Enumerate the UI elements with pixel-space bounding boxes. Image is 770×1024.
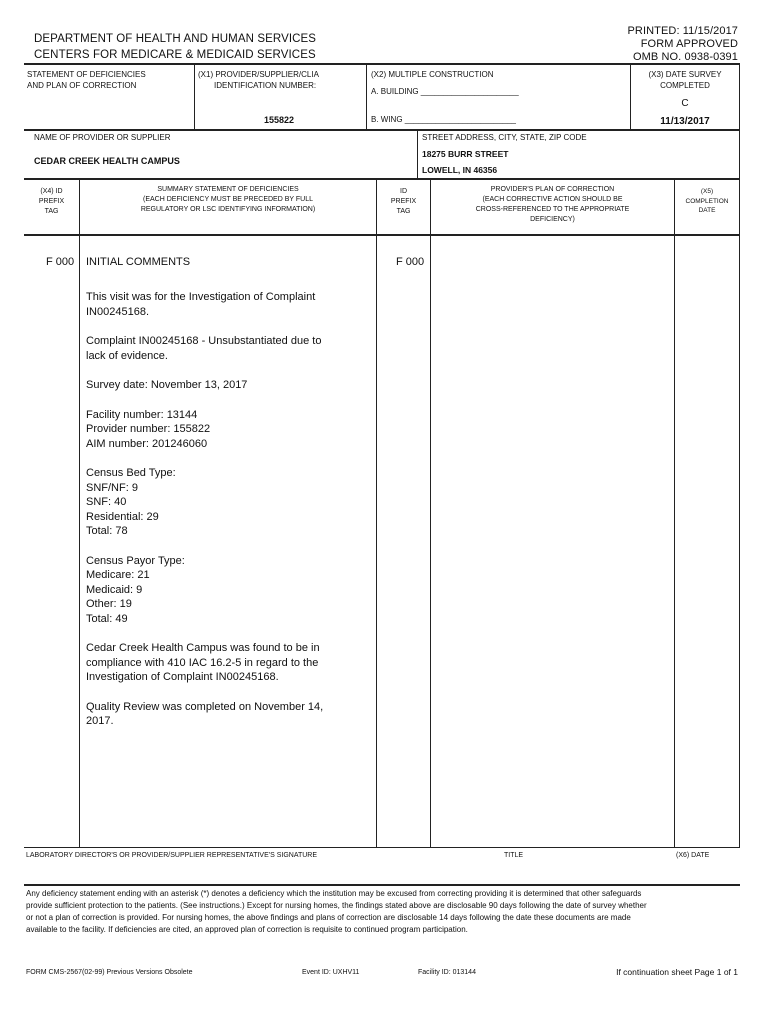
city-state-zip: LOWELL, IN 46356 [422,165,498,175]
paragraph: Census Bed Type: SNF/NF: 9 SNF: 40 Residential: 29 Total: 78 [86,467,176,537]
paragraph: Cedar Creek Health Campus was found to be in compliance with 410 IAC 16.2-5 in regard to the Investigation of Complaint IN00245168. [86,642,320,683]
department-name: DEPARTMENT OF HEALTH AND HUMAN SERVICES [34,33,317,45]
agency-name: CENTERS FOR MEDICARE & MEDICAID SERVICES [34,49,316,61]
entry-heading: INITIAL COMMENTS [86,256,191,268]
id-prefix-header: ID PREFIX TAG [390,188,417,215]
paragraph: Census Payor Type: Medicare: 21 Medicaid: 9 Other: 19 Total: 49 [86,554,185,625]
survey-completed-date: 11/13/2017 [660,116,710,127]
prefix-tag-right: F 000 [396,256,425,268]
x2-label: (X2) MULTIPLE CONSTRUCTION [371,70,494,79]
address-label: STREET ADDRESS, CITY, STATE, ZIP CODE [422,133,587,142]
paragraph: Quality Review was completed on November 14, 2017. [86,700,324,727]
x5-header: (X5) COMPLETION DATE [685,188,729,214]
omb-number: OMB NO. 0938-0391 [632,51,738,63]
statement-label: STATEMENT OF DEFICIENCIES AND PLAN OF CORRECTION [27,70,146,90]
signature-label: LABORATORY DIRECTOR'S OR PROVIDER/SUPPLIER REPRESENTATIVE'S SIGNATURE [26,852,318,859]
title-label: TITLE [504,852,524,859]
x3-label: (X3) DATE SURVEY COMPLETED [648,70,722,90]
provider-name-label: NAME OF PROVIDER OR SUPPLIER [34,133,171,142]
form-approved: FORM APPROVED [640,38,738,50]
entry-body [86,290,371,744]
facility-id: Facility ID: 013144 [418,969,476,976]
printed-date: PRINTED: 11/15/2017 [627,25,738,37]
summary-header: SUMMARY STATEMENT OF DEFICIENCIES (EACH DEFICIENCY MUST BE PRECEDED BY FULL REGULATORY OR LSC IDENTIFYING INFORMATION) [140,186,316,213]
paragraph: This visit was for the Investigation of Complaint IN00245168. [86,291,316,318]
provider-name: CEDAR CREEK HEALTH CAMPUS [34,156,180,166]
right-border [739,63,740,848]
disclaimer-text: Any deficiency statement ending with an asterisk (*) denotes a deficiency which the institution may be excused from correcting providing it is determined that other safeguards provide sufficient protection to the patients. (See instructions.) Except for nursing homes, the findings stated above are disclosable 90 days following the date of survey whether or not a plan of correction is provided. For nursing homes, the above findings and plans of correction are disclosable 14 days following the date these documents are made available to the facility. If deficiencies are cited, an approved plan of correction is requisite to continued program participation. [26,889,647,934]
plan-header: PROVIDER'S PLAN OF CORRECTION (EACH CORRECTIVE ACTION SHOULD BE CROSS-REFERENCED TO THE APPROPRIATE DEFICIENCY) [475,186,630,223]
form-number: FORM CMS-2567(02-99) Previous Versions Obsolete [26,969,193,976]
paragraph: Facility number: 13144 Provider number: 155822 AIM number: 201246060 [86,408,211,450]
building-field: A. BUILDING ______________________ [371,87,519,96]
survey-code: C [681,98,689,109]
date-label: (X6) DATE [676,852,710,859]
provider-id-number: 155822 [263,115,295,125]
street-address: 18275 BURR STREET [422,149,509,159]
paragraph: Survey date: November 13, 2017 [86,379,248,391]
page-indicator: If continuation sheet Page 1 of 1 [616,967,738,977]
wing-field: B. WING _________________________ [371,115,517,124]
x4-header: (X4) ID PREFIX TAG [38,188,65,215]
x1-label: (X1) PROVIDER/SUPPLIER/CLIA IDENTIFICATION NUMBER: [198,70,319,90]
top-border [24,63,740,65]
paragraph: Complaint IN00245168 - Unsubstantiated due to lack of evidence. [86,335,322,362]
prefix-tag-left: F 000 [46,256,75,268]
event-id: Event ID: UXHV11 [302,969,360,976]
